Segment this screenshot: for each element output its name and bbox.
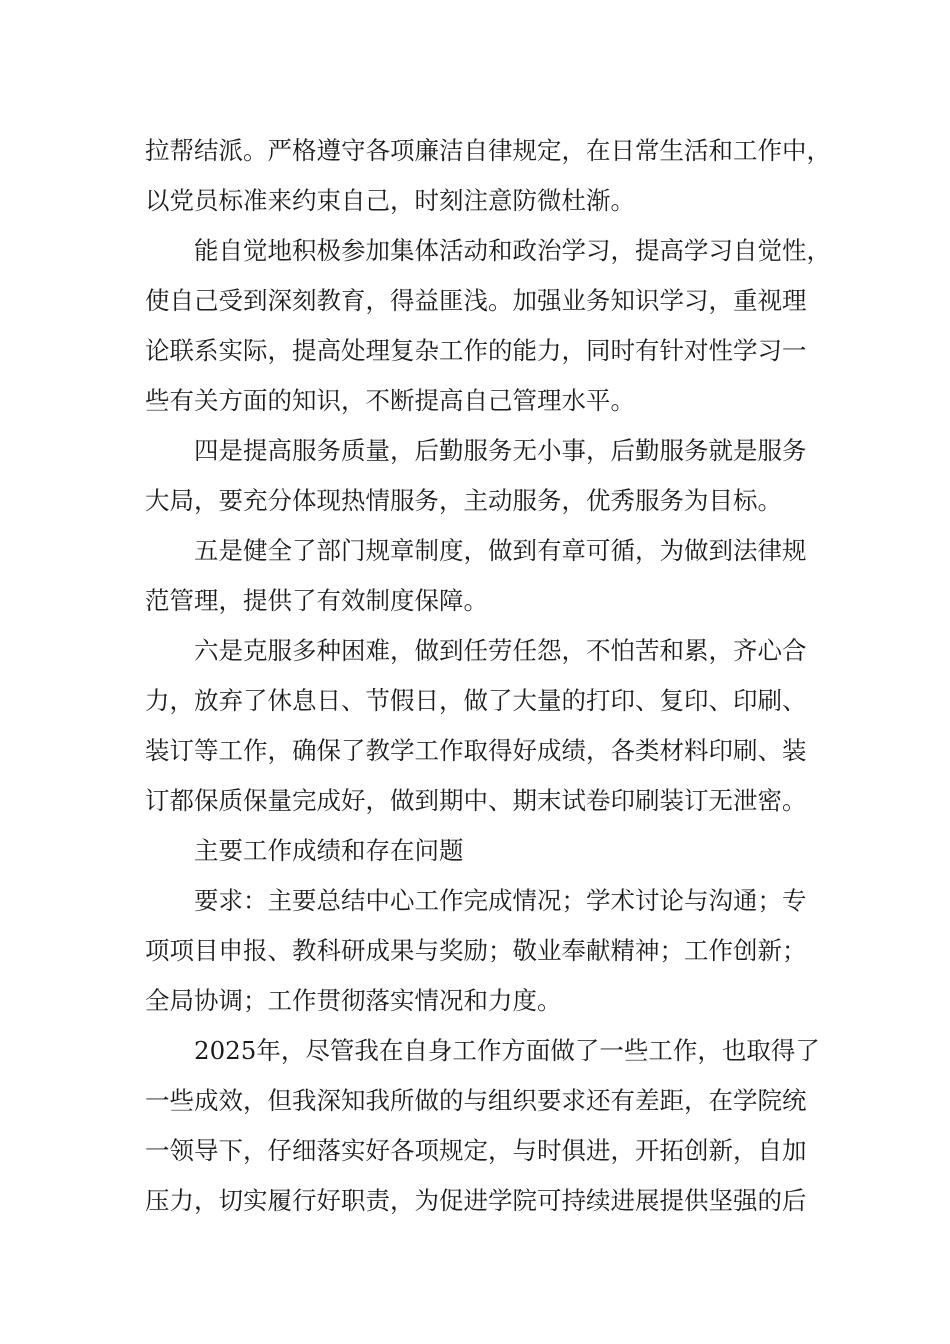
text-line: 项项目申报、教科研成果与奖励；敬业奉献精神；工作创新； [145,936,807,965]
paragraph-start-line: 四是提高服务质量，后勤服务无小事，后勤服务就是服务 [194,436,807,465]
text-line: 一领导下，仔细落实好各项规定，与时俱进，开拓创新，自加 [145,1136,807,1165]
paragraph-start-line: 能自觉地积极参加集体活动和政治学习，提高学习自觉性， [194,236,831,265]
text-line: 论联系实际，提高处理复杂工作的能力，同时有针对性学习一 [145,336,807,365]
text-line: 装订等工作，确保了教学工作取得好成绩，各类材料印刷、装 [145,736,807,765]
paragraph-start-line: 2025年，尽管我在自身工作方面做了一些工作，也取得了 [194,1036,820,1065]
text-line: 以党员标准来约束自己，时刻注意防微杜渐。 [145,186,635,215]
text-line: 订都保质保量完成好，做到期中、期末试卷印刷装订无泄密。 [145,786,807,815]
paragraph-start-line: 六是克服多种困难，做到任劳任怨，不怕苦和累，齐心合 [194,636,807,665]
section-heading: 主要工作成绩和存在问题 [194,836,464,865]
text-line: 使自己受到深刻教育，得益匪浅。加强业务知识学习，重视理 [145,286,807,315]
text-line: 压力，切实履行好职责，为促进学院可持续进展提供坚强的后 [145,1186,807,1215]
text-line: 全局协调；工作贯彻落实情况和力度。 [145,986,562,1015]
text-line: 一些成效，但我深知我所做的与组织要求还有差距，在学院统 [145,1086,807,1115]
document-body [145,126,831,1226]
text-line: 大局，要充分体现热情服务，主动服务，优秀服务为目标。 [145,486,782,515]
paragraph-start-line: 五是健全了部门规章制度，做到有章可循，为做到法律规 [194,536,807,565]
text-line: 些有关方面的知识，不断提高自己管理水平。 [145,386,635,415]
text-line: 拉帮结派。严格遵守各项廉洁自律规定，在日常生活和工作中， [145,136,831,165]
text-line: 力，放弃了休息日、节假日，做了大量的打印、复印、印刷、 [145,686,807,715]
paragraph-start-line: 要求：主要总结中心工作完成情况；学术讨论与沟通；专 [194,886,807,915]
text-line: 范管理，提供了有效制度保障。 [145,586,488,615]
